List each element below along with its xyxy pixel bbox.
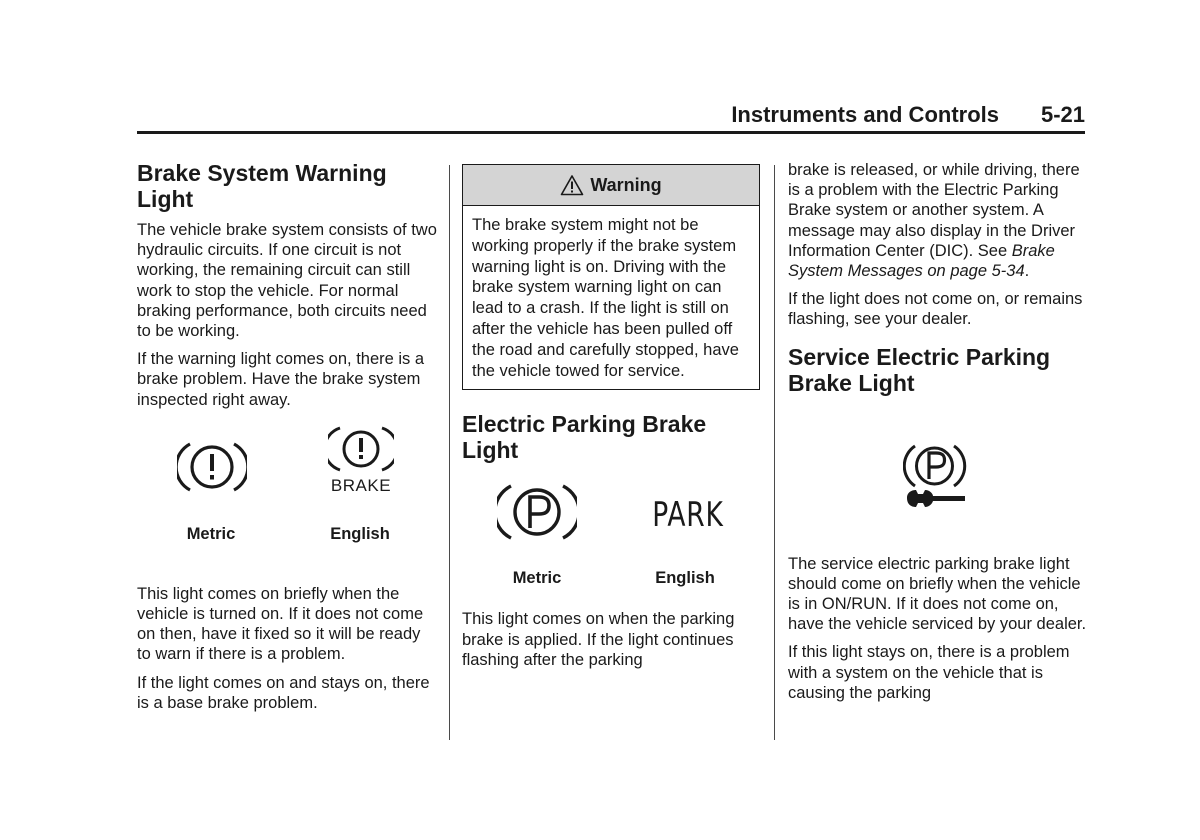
warning-text: The brake system might not be working properly if the brake system warning light is on. Driving with the brake system warning light on can lead to a crash. If the light is still on after the vehicle has been pulled off the road and carefully stopped, have the vehicle towed for service. xyxy=(472,216,739,380)
brake-english-icon-text: BRAKE xyxy=(330,475,392,495)
warning-header xyxy=(463,165,759,206)
park-icons-figure xyxy=(462,475,762,609)
service-parking-brake-icon xyxy=(903,440,983,512)
paragraph: If the warning light comes on, there is a brake problem. Have the brake system inspected right away. xyxy=(137,350,425,409)
parking-brake-metric-icon xyxy=(497,480,577,544)
brake-system-warning-heading: Brake System Warning Light xyxy=(137,160,387,212)
paragraph: If this light stays on, there is a problem with a system on the vehicle that is causing the parking xyxy=(788,643,1070,702)
column-divider xyxy=(774,165,775,740)
page-header xyxy=(137,100,1085,134)
brake-warning-english-icon xyxy=(328,424,394,474)
park-english-icon-text: PARK xyxy=(652,495,724,536)
page-number: 5-21 xyxy=(1040,102,1085,127)
paragraph-text: . xyxy=(1024,262,1030,281)
brake-icons-figure xyxy=(137,424,437,584)
warning-triangle-icon xyxy=(560,174,584,196)
paragraph xyxy=(788,160,1088,281)
column-2 xyxy=(462,160,762,670)
column-3 xyxy=(788,160,1088,703)
service-park-icon-figure xyxy=(788,396,1088,554)
paragraph: If the light does not come on, or remains flashing, see your dealer. xyxy=(788,290,1083,329)
warning-body xyxy=(463,206,759,389)
brake-warning-metric-icon xyxy=(177,438,247,496)
warning-title: Warning xyxy=(590,174,662,195)
column-divider xyxy=(449,165,450,740)
paragraph: This light comes on briefly when the vehicle is turned on. If it does not come on then, have it fixed so it will be ready to warn if there is a problem. xyxy=(137,584,424,664)
paragraph-text: brake is released, or while driving, there is a problem with the Electric Parking Brake system or another system. A message may also display in the Driver Information Center (DIC). See xyxy=(788,161,1080,260)
english-label: English xyxy=(655,569,715,588)
warning-box xyxy=(462,164,760,390)
paragraph: If the light comes on and stays on, there is a base brake problem. xyxy=(137,673,430,712)
english-label: English xyxy=(330,524,390,543)
cross-reference-link[interactable]: Brake System Messages on page 5-34 xyxy=(788,241,1055,281)
column-1 xyxy=(137,160,437,713)
metric-label: Metric xyxy=(512,569,562,588)
service-electric-parking-brake-heading: Service Electric Parking Brake Light xyxy=(788,343,1051,396)
electric-parking-brake-heading: Electric Parking Brake Light xyxy=(462,411,707,464)
paragraph: The service electric parking brake light should come on briefly when the vehicle is in ON/RUN. If it does not come on, have the vehicle serviced by your dealer. xyxy=(788,554,1087,634)
section-title: Instruments and Controls xyxy=(731,102,999,127)
paragraph: This light comes on when the parking brake is applied. If the light continues flashing after the parking xyxy=(462,610,735,669)
metric-label: Metric xyxy=(186,524,236,543)
paragraph: The vehicle brake system consists of two hydraulic circuits. If one circuit is not working, the remaining circuit can still work to stop the vehicle. For normal braking performance, both circuits need to be working. xyxy=(137,221,437,341)
